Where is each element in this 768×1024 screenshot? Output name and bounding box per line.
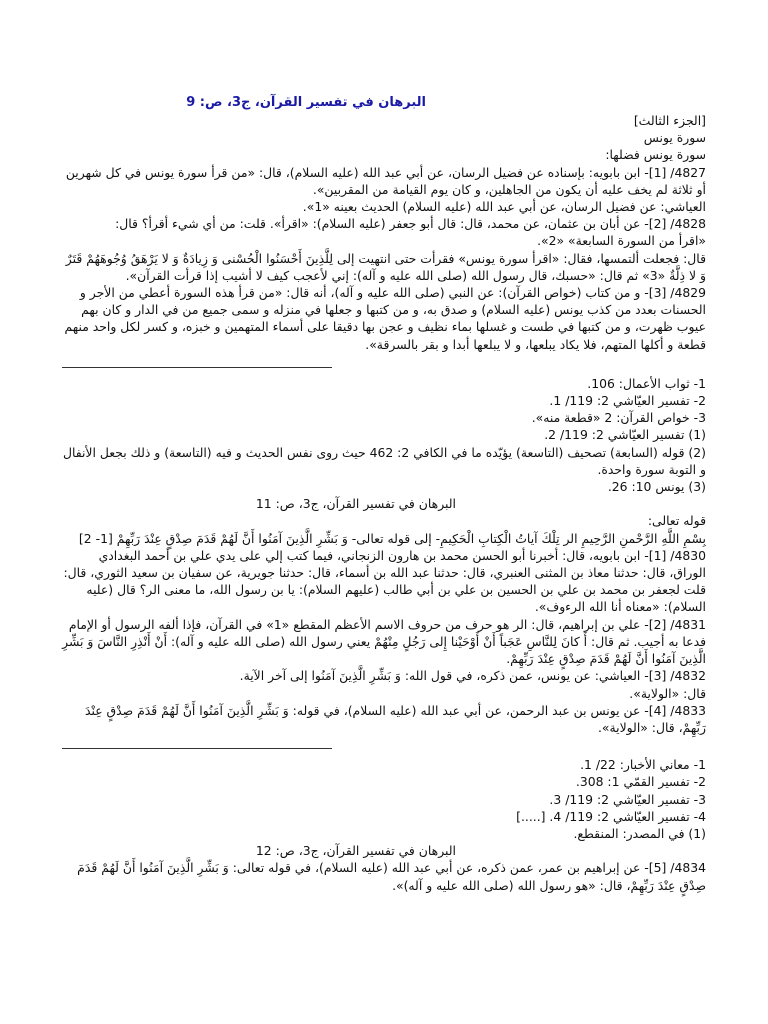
- footnote: (1) في المصدر: المنقطع.: [573, 825, 706, 841]
- hadith-4827-ayyashi: العياشي: عن فضيل الرسان، عن أبي عبد الله (عليه السلام) الحديث بعينه «1».: [302, 199, 706, 215]
- page-title: البرهان في تفسير القرآن، ج3، ص: 9: [186, 95, 426, 110]
- hadith-4828: 4828/ [2]- عن أبان بن عثمان، عن محمد، قال: قال أبو جعفر (عليه السلام): «اقرأ». قلت: من أي شيء أقرأ؟ قال:: [115, 216, 706, 232]
- hadith-4827: 4827/ [1]- ابن بابويه: بإسناده عن فضيل الرسان، عن أبي عبد الله (عليه السلام)، قال: «من قرأ سورة يونس في كل شهرين أو ثلاثة لم يخف عليه أن يكون من الجاهلين، و كان يوم القيامة من المقربين».: [65, 164, 706, 197]
- hadith-4834: 4834/ [5]- عن إبراهيم بن عمر، عمن ذكره، عن أبي عبد الله (عليه السلام)، في قوله تعالى: وَ بَشِّرِ الَّذِينَ آمَنُوا أَنَّ لَهُمْ قَدَمَ صِدْقٍ عِنْدَ رَبِّهِمْ، قال: «هو رسول الله (صلى الله عليه و آله)».: [77, 860, 706, 893]
- hadith-4832: 4832/ [3]- العياشي: عن يونس، عمن ذكره، في قول الله: وَ بَشِّرِ الَّذِينَ آمَنُوا إلى آخر الآية.: [239, 668, 706, 684]
- section-b: [62, 512, 706, 736]
- verse-text: بِسْمِ اللَّهِ الرَّحْمنِ الرَّحِيمِ الر تِلْكَ آياتُ الْكِتابِ الْحَكِيمِ- إلى قوله تعالى- وَ بَشِّرِ الَّذِينَ آمَنُوا أَنَّ لَهُمْ قَدَمَ صِدْقٍ عِنْدَ رَبِّهِمْ [1- 2]: [78, 530, 706, 546]
- hadith-4832-answer: قال: «الولاية».: [629, 685, 706, 701]
- footnote: 1- ثواب الأعمال: 106.: [587, 375, 706, 391]
- footnotes-b: [62, 756, 706, 842]
- section-c: [62, 859, 706, 893]
- footnote: 2- تفسير القمّي 1: 308.: [575, 774, 706, 790]
- hadith-4828-cont: قال: فجعلت ألتمسها، فقال: «اقرأ سورة يونس» فقرأت حتى انتهيت إلى لِلَّذِينَ أَحْسَنُوا الْحُسْنى‏ وَ زِيادَةٌ وَ لا يَرْهَقُ وُجُوهَهُمْ قَتَرٌ وَ لا ذِلَّةٌ «3» ثم قال: «حسبك، قال رسول الله (صلى الله عليه و آله): إني لأعجب كيف لا أشيب إذا قرأت القرآن».: [65, 250, 706, 283]
- hadith-4829: 4829/ [3]- و من كتاب (خواص القرآن): عن النبي (صلى الله عليه و آله)، أنه قال: «من قرأ هذه السورة أعطي من الأجر و الحسنات بعدد من كذب يونس (عليه السلام) و صدق به، و من كتبها و جعلها في منزله و سمى جميع من في الدار و كان بهم عيوب ظهرت، و من كتبها في طست و غسلها بماء نظيف و عجن بها دقيقا على أسماء المتهمين و خبزه، و كسر لكل واحد منهم قطعة و أكلها المتهم، فلا يكاد يبلعها، و لا يبلعها أبدا و بقر بالسرقة».: [64, 285, 706, 352]
- footnote: (2) قوله (السابعة) تصحيف (التاسعة) يؤيّده ما في الكافي 2: 462 حيث روى نفس الحديث و فيه (التاسعة) و ذلك بجعل الأنفال و التوبة سورة واحدة.: [62, 444, 706, 477]
- footnote: 2- تفسير العيّاشي 2: 119/ 1.: [549, 393, 706, 409]
- footnote: 1- معاني الأخبار: 22/ 1.: [580, 757, 706, 773]
- footnote-separator: [62, 748, 332, 749]
- hadith-4831: 4831/ [2]- علي بن إبراهيم، قال: الر هو حرف من حروف الاسم الأعظم المقطع «1» في القرآن، فإذا ألفه الرسول أو الإمام فدعا به أجيب. ثم قال: أَ كانَ لِلنَّاسِ عَجَباً أَنْ أَوْحَيْنا إِلى‏ رَجُلٍ مِنْهُمْ يعني رسول الله (صلى الله عليه و آله): أَنْ أَنْذِرِ النَّاسَ وَ بَشِّرِ الَّذِينَ آمَنُوا أَنَّ لَهُمْ قَدَمَ صِدْقٍ عِنْدَ رَبِّهِمْ.: [62, 616, 706, 667]
- footnote: 3- خواص القرآن: 2 «قطعة منه».: [531, 410, 706, 426]
- footnote: 3- تفسير العيّاشي 2: 119/ 3.: [549, 791, 706, 807]
- footnote: (1) تفسير العيّاشي 2: 119/ 2.: [544, 427, 706, 443]
- footnote-separator: [62, 367, 332, 368]
- footnote: 4- تفسير العيّاشي 2: 119/ 4. [.....]: [516, 808, 706, 824]
- footnotes-a: [62, 375, 706, 495]
- page-header-12: البرهان في تفسير القرآن، ج3، ص: 12: [255, 843, 456, 859]
- hadith-4830: 4830/ [1]- ابن بابويه، قال: أخبرنا أبو الحسن محمد بن هارون الزنجاني، فيما كتب إلي على يدي علي بن أحمد البغدادي الوراق، قال: حدثنا معاذ بن المثنى العنبري، قال: حدثنا عبد الله بن أسماء، قال: حدثنا جويرية، عن سفيان بن سعيد الثوري، قال: قلت لجعفر بن محمد بن علي بن الحسين بن علي بن أبي طالب (عليهم السلام): يا بن رسول الله، ما معنى الر؟ قال (عليه السلام): «معناه أنا الله الرءوف».: [63, 547, 706, 615]
- section-a: [62, 112, 706, 353]
- surah-name: سورة يونس: [643, 130, 706, 146]
- part-label: [الجزء الثالث]: [633, 113, 706, 128]
- verse-intro: قوله تعالى:: [647, 513, 706, 529]
- hadith-4828-quote: «اقرأ من السورة السابعة» «2».: [537, 233, 706, 249]
- footnote: (3) يونس 10: 26.: [607, 479, 706, 495]
- page-header-11: البرهان في تفسير القرآن، ج3، ص: 11: [255, 496, 456, 512]
- surah-virtue-heading: سورة يونس فضلها:: [605, 147, 706, 163]
- hadith-4833: 4833/ [4]- عن يونس بن عبد الرحمن، عن أبي عبد الله (عليه السلام)، في قوله: وَ بَشِّرِ الَّذِينَ آمَنُوا أَنَّ لَهُمْ قَدَمَ صِدْقٍ عِنْدَ رَبِّهِمْ، قال: «الولاية».: [84, 702, 706, 735]
